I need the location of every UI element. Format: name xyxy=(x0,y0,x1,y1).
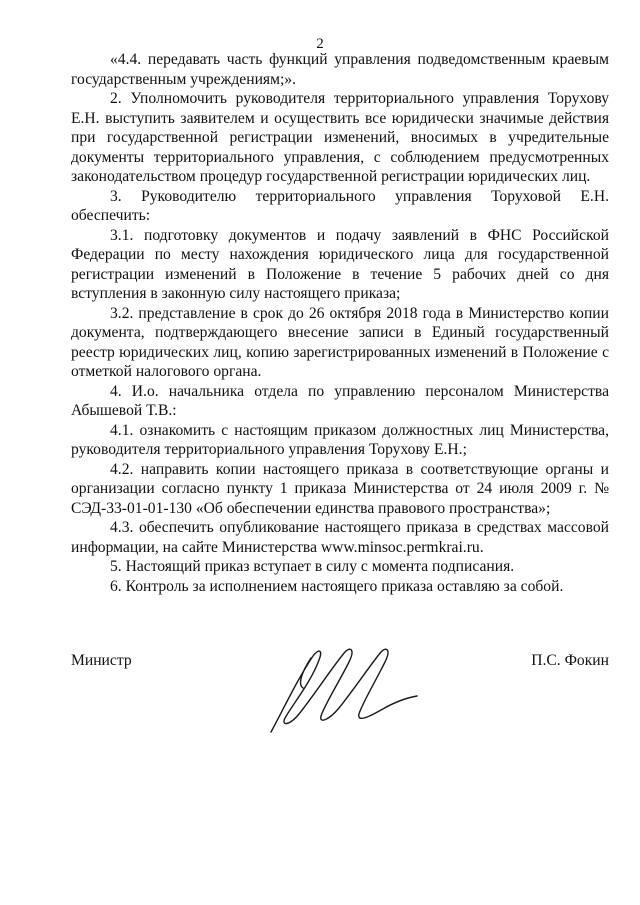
clause-2: 2. Уполномочить руководителя территориального управления Торухову Е.Н. выступить заявителем и осуществить все юридически значимые действия при государственной регистрации изменений, вносимых в учредительные документы территориального управления, с соблюдением предусмотренных законодательством процедур государственной регистрации юридических лиц. xyxy=(71,90,609,185)
clause-4-4: «4.4. передавать часть функций управления подведомственным краевым государственным учреждениям;». xyxy=(71,51,609,88)
clause-4: 4. И.о. начальника отдела по управлению персоналом Министерства Абышевой Т.В.: xyxy=(71,382,609,419)
clause-4-2: 4.2. направить копии настоящего приказа в соответствующие органы и организации согласно пункту 1 приказа Министерства от 24 июля 2009 г. № СЭД-33-01-01-130 «Об обеспечении единства правового пространства»; xyxy=(71,460,609,517)
clause-3: 3. Руководителю территориального управления Торуховой Е.Н. обеспечить: xyxy=(71,187,609,224)
signatory-title: Министр xyxy=(71,652,132,669)
clause-3-2: 3.2. представление в срок до 26 октября 2018 года в Министерство копии документа, подтверждающего внесение записи в Единый государственный реестр юридических лиц, копию зарегистрированных изменений в Положение с отметкой налогового органа. xyxy=(71,304,609,380)
signatory-name: П.С. Фокин xyxy=(531,652,609,669)
clause-4-1: 4.1. ознакомить с настоящим приказом должностных лиц Министерства, руководителя территориального управления Торухову Е.Н.; xyxy=(71,421,609,458)
page-number: 2 xyxy=(316,36,324,52)
handwritten-signature xyxy=(263,640,423,736)
clause-5: 5. Настоящий приказ вступает в силу с момента подписания. xyxy=(110,558,515,575)
clause-3-1: 3.1. подготовку документов и подачу заявлений в ФНС Российской Федерации по месту нахождения юридического лица для государственной регистрации изменений в Положение в течение 5 рабочих дней со дня вступления в законную силу настоящего приказа; xyxy=(71,226,609,302)
order-body xyxy=(71,50,609,596)
clause-4-3: 4.3. обеспечить опубликование настоящего приказа в средствах массовой информации, на сайте Министерства www.minsoc.permkrai.ru. xyxy=(71,519,609,556)
clause-6: 6. Контроль за исполнением настоящего приказа оставляю за собой. xyxy=(110,577,564,595)
signature-block xyxy=(71,652,609,742)
